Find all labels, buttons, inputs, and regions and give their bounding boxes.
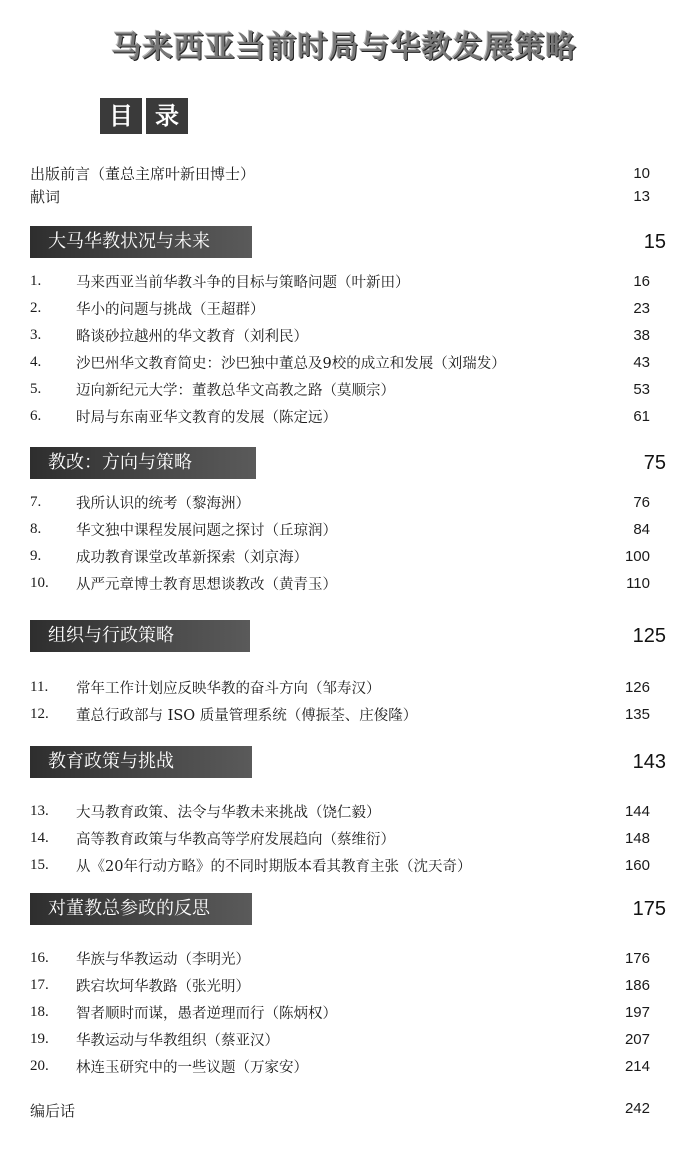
section-page-number: 75: [643, 451, 666, 474]
entry-number: 15.: [30, 857, 49, 873]
entry-title: 略谈砂拉越州的华文教育（刘利民）: [76, 329, 308, 345]
entry-title: 高等教育政策与华教高等学府发展趋向（蔡维衍）: [76, 832, 395, 848]
entry-title: 时局与东南亚华文教育的发展（陈定远）: [76, 410, 337, 426]
entry-number: 4.: [30, 354, 42, 370]
entry-number: 18.: [30, 1004, 49, 1020]
toc-section-5: [30, 893, 666, 1080]
section-page-number: 15: [643, 230, 666, 253]
section-title: 教育政策与挑战: [30, 746, 252, 778]
section-header[interactable]: [30, 746, 666, 778]
page-number: 16: [633, 273, 650, 290]
page-number: 76: [633, 494, 650, 511]
section-page-number: 143: [632, 750, 666, 773]
page-number: 144: [624, 803, 650, 820]
entry-title: 董总行政部与 ISO 质量管理系统（傅振荃、庄俊隆）: [76, 708, 418, 724]
toc-entry-afterword[interactable]: [30, 1100, 650, 1121]
entry-title: 编后话: [30, 1102, 76, 1120]
page-number: 10: [633, 165, 650, 182]
entry-number: 10.: [30, 575, 49, 591]
toc-entry-dedication[interactable]: [30, 185, 650, 208]
entry-number: 8.: [30, 521, 42, 537]
toc-section-2: [30, 447, 666, 597]
entry-number: 11.: [30, 679, 49, 695]
entry-number: 1.: [30, 273, 42, 289]
toc-entry[interactable]: [30, 543, 650, 570]
toc-entry[interactable]: [30, 349, 650, 376]
entry-number: 13.: [30, 803, 49, 819]
toc-entry[interactable]: [30, 999, 650, 1026]
toc-entry[interactable]: [30, 295, 650, 322]
toc-entry[interactable]: [30, 852, 650, 879]
entry-number: 16.: [30, 950, 49, 966]
entry-title: 迈向新纪元大学：董教总华文高教之路（莫顺宗）: [76, 383, 395, 399]
entry-title: 华文独中课程发展问题之探讨（丘琼润）: [76, 523, 337, 539]
entry-title: 从《20年行动方略》的不同时期版本看其教育主张（沈天奇）: [76, 859, 472, 875]
page-number: 126: [624, 679, 650, 696]
toc-section-1: [30, 226, 666, 430]
toc-entry[interactable]: [30, 268, 650, 295]
page-number: 13: [633, 188, 650, 205]
entry-number: 5.: [30, 381, 42, 397]
entry-title: 大马教育政策、法令与华教未来挑战（饶仁毅）: [76, 805, 381, 821]
toc-entry[interactable]: [30, 1026, 650, 1053]
entry-title: 林连玉研究中的一些议题（万家安）: [76, 1060, 308, 1076]
toc-entry-preface[interactable]: [30, 162, 650, 185]
toc-entry[interactable]: [30, 403, 650, 430]
section-title: 对董教总参政的反思: [30, 893, 252, 925]
page-number: 53: [633, 381, 650, 398]
entry-number: 14.: [30, 830, 49, 846]
toc-entry[interactable]: [30, 1053, 650, 1080]
toc-heading: [100, 98, 188, 134]
toc-entry[interactable]: [30, 322, 650, 349]
entry-title: 常年工作计划应反映华教的奋斗方向（邹寿汉）: [76, 681, 381, 697]
entry-number: 2.: [30, 300, 42, 316]
toc-entry[interactable]: [30, 798, 650, 825]
page-number: 197: [624, 1004, 650, 1021]
section-header[interactable]: [30, 893, 666, 925]
section-title: 大马华教状况与未来: [30, 226, 252, 258]
entry-title: 华小的问题与挑战（王超群）: [76, 302, 265, 318]
toc-entry[interactable]: [30, 516, 650, 543]
page-number: 242: [624, 1100, 650, 1117]
entry-title: 沙巴州华文教育简史：沙巴独中董总及9校的成立和发展（刘瑞发）: [76, 356, 506, 372]
page-number: 84: [633, 521, 650, 538]
section-page-number: 125: [632, 624, 666, 647]
entry-number: 7.: [30, 494, 42, 510]
page-number: 186: [624, 977, 650, 994]
toc-entry[interactable]: [30, 972, 650, 999]
page-number: 160: [624, 857, 650, 874]
entry-title: 跌宕坎坷华教路（张光明）: [76, 979, 250, 995]
page-number: 110: [626, 575, 650, 592]
section-header[interactable]: [30, 447, 666, 479]
toc-entry[interactable]: [30, 489, 650, 516]
section-title: 教改：方向与策略: [30, 447, 256, 479]
page-number: 38: [633, 327, 650, 344]
entry-number: 9.: [30, 548, 42, 564]
entry-number: 3.: [30, 327, 42, 343]
page-number: 207: [624, 1031, 650, 1048]
page-number: 23: [633, 300, 650, 317]
entry-title: 献词: [30, 188, 61, 206]
toc-entry[interactable]: [30, 945, 650, 972]
toc-entry[interactable]: [30, 825, 650, 852]
toc-section-4: [30, 746, 666, 879]
entry-number: 6.: [30, 408, 42, 424]
entry-number: 20.: [30, 1058, 49, 1074]
entry-number: 12.: [30, 706, 49, 722]
entry-number: 19.: [30, 1031, 49, 1047]
entry-title: 出版前言（董总主席叶新田博士）: [30, 165, 256, 183]
section-header[interactable]: [30, 620, 666, 652]
page-number: 176: [624, 950, 650, 967]
page-number: 214: [624, 1058, 650, 1075]
section-title: 组织与行政策略: [30, 620, 250, 652]
entry-title: 成功教育课堂改革新探索（刘京海）: [76, 550, 308, 566]
entry-title: 马来西亚当前华教斗争的目标与策略问题（叶新田）: [76, 275, 410, 291]
toc-entry[interactable]: [30, 570, 650, 597]
page-number: 148: [624, 830, 650, 847]
entry-title: 我所认识的统考（黎海洲）: [76, 496, 250, 512]
entry-title: 智者顺时而谋，愚者逆理而行（陈炳权）: [76, 1006, 337, 1022]
page-number: 43: [633, 354, 650, 371]
toc-heading-char: 目: [100, 98, 142, 134]
page-number: 61: [633, 408, 650, 425]
entry-number: 17.: [30, 977, 49, 993]
toc-section-3: [30, 620, 666, 728]
page-number: 100: [624, 548, 650, 565]
entry-title: 从严元章博士教育思想谈教改（黄青玉）: [76, 577, 337, 593]
entry-title: 华教运动与华教组织（蔡亚汉）: [76, 1033, 279, 1049]
toc-heading-char: 录: [146, 98, 188, 134]
section-header[interactable]: [30, 226, 666, 258]
entry-title: 华族与华教运动（李明光）: [76, 952, 250, 968]
book-title: 马来西亚当前时局与华教发展策略: [111, 30, 577, 65]
page-number: 135: [624, 706, 650, 723]
toc-entry[interactable]: [30, 701, 650, 728]
prelims-list: [30, 162, 650, 208]
section-page-number: 175: [632, 897, 666, 920]
toc-entry[interactable]: [30, 376, 650, 403]
toc-entry[interactable]: [30, 674, 650, 701]
